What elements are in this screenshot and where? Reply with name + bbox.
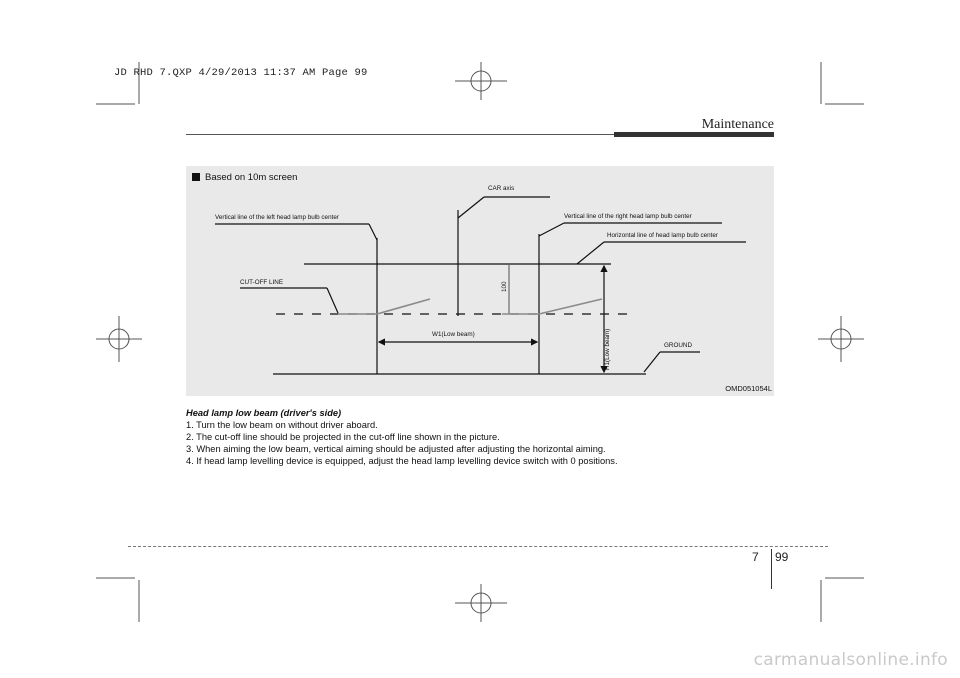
car-axis-label: CAR axis xyxy=(488,185,515,192)
instruction-step: 2. The cut-off line should be projected in the cut-off line shown in the picture. xyxy=(186,432,500,442)
footer-rule xyxy=(128,546,828,547)
figure-code: OMD051054L xyxy=(725,384,772,393)
left-vertical-label: Vertical line of the left head lamp bulb center xyxy=(215,214,339,221)
cutoff-line-label: CUT-OFF LINE xyxy=(240,279,284,286)
ground-label: GROUND xyxy=(664,342,692,349)
screen-distance-note: Based on 10m screen xyxy=(192,172,297,183)
instruction-step: 4. If head lamp levelling device is equipped, adjust the head lamp levelling device switch with 0 positions. xyxy=(186,456,618,466)
square-bullet-icon xyxy=(192,173,200,181)
instruction-step: 3. When aiming the low beam, vertical aiming should be adjusted after adjusting the horizontal aiming. xyxy=(186,444,606,454)
horizontal-line-label: Horizontal line of head lamp bulb center xyxy=(607,232,718,239)
instructions-heading: Head lamp low beam (driver's side) xyxy=(186,408,342,418)
page-number: 99 xyxy=(775,550,789,564)
instructions xyxy=(186,407,776,467)
print-slug: JD RHD 7.QXP 4/29/2013 11:37 AM Page 99 xyxy=(114,67,368,79)
w1-label: W1(Low beam) xyxy=(432,331,475,338)
chapter-number: 7 xyxy=(752,550,759,564)
dimension-100-label: 100 xyxy=(501,281,508,292)
header-rule xyxy=(186,134,616,135)
page-separator xyxy=(771,549,772,589)
section-title: Maintenance xyxy=(701,117,774,132)
h1-label: H1(Low beam) xyxy=(604,328,611,370)
headlamp-aiming-diagram xyxy=(186,166,774,396)
watermark: carmanualsonline.info xyxy=(753,650,948,670)
header-rule-accent xyxy=(614,132,774,137)
instruction-step: 1. Turn the low beam on without driver aboard. xyxy=(186,420,378,430)
right-vertical-label: Vertical line of the right head lamp bulb center xyxy=(564,213,692,220)
